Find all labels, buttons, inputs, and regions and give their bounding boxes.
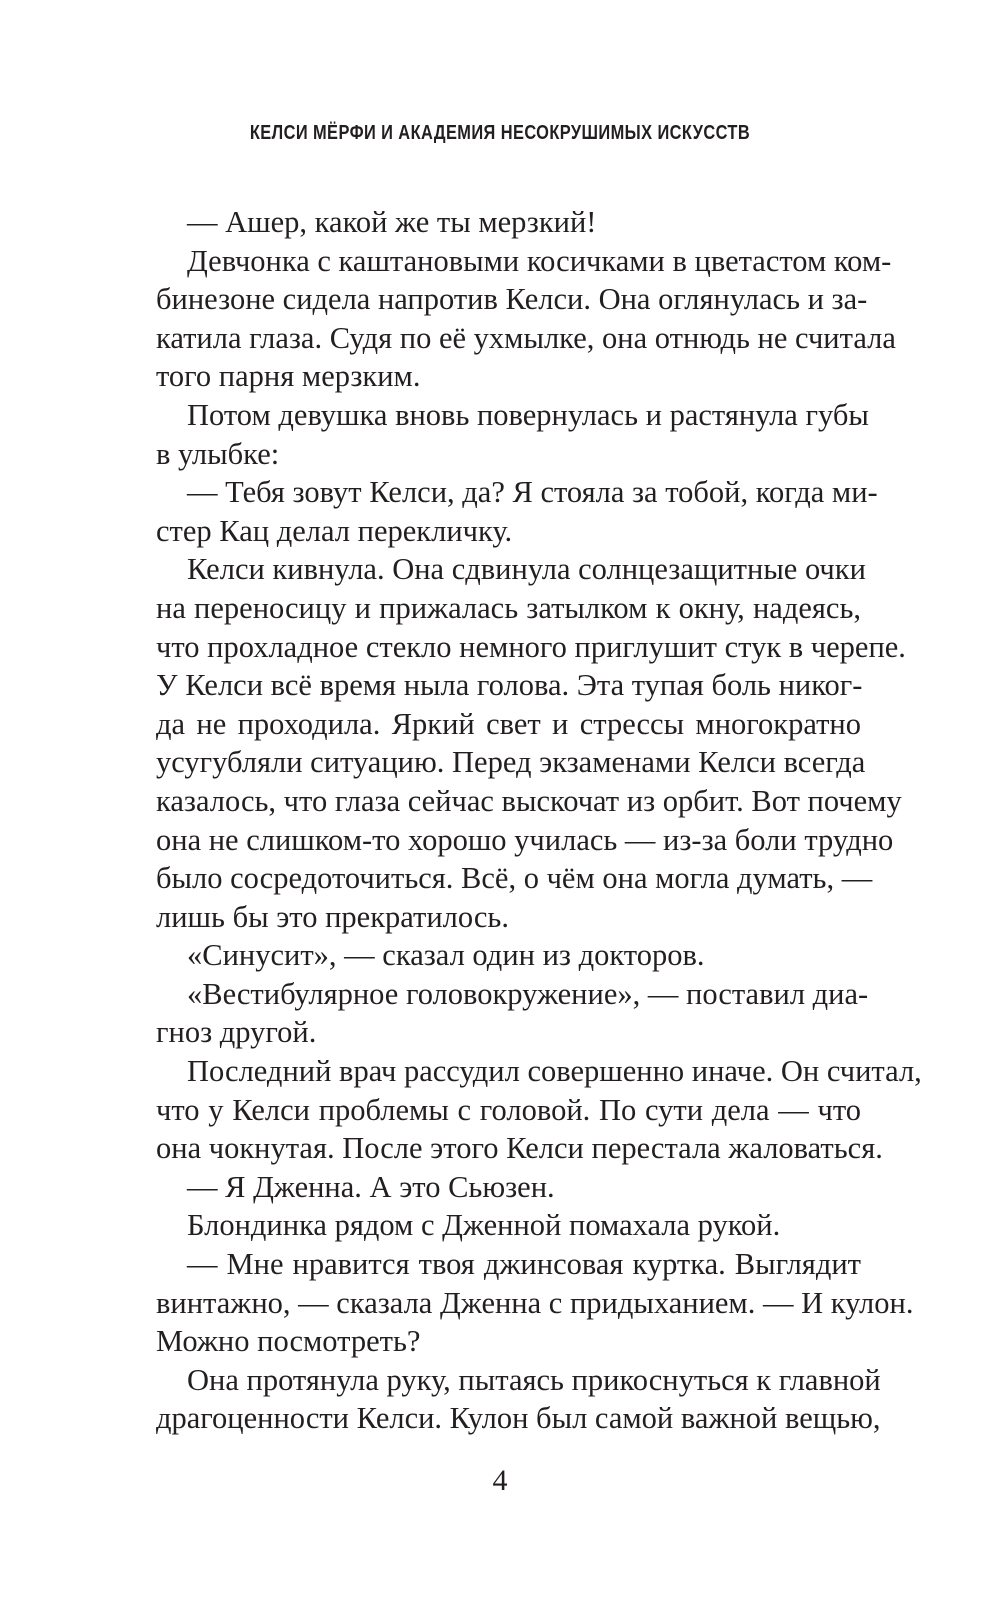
running-head: КЕЛСИ МЁРФИ И АКАДЕМИЯ НЕСОКРУШИМЫХ ИСКУССТВ: [249, 122, 751, 144]
text-line: казалось, что глаза сейчас выскочат из орбит. Вот почему: [156, 783, 902, 818]
text-line: — Ашер, какой же ты мерзкий!: [187, 205, 597, 239]
text-line: У Келси всё время ныла голова. Эта тупая боль никог-: [156, 668, 863, 703]
text-line: стер Кац делал перекличку.: [156, 513, 513, 548]
text-line: Потом девушка вновь повернулась и растянула губы: [187, 397, 869, 432]
text-line: она чокнутая. После этого Келси перестала жаловаться.: [156, 1131, 883, 1166]
body-text: [156, 203, 922, 1438]
text-line: драгоценности Келси. Кулон был самой важной вещью,: [156, 1401, 881, 1436]
text-line: — Тебя зовут Келси, да? Я стояла за тобой, когда ми-: [187, 475, 878, 510]
text-line: бинезоне сидела напротив Келси. Она оглянулась и за-: [156, 282, 868, 317]
text-line: Можно посмотреть?: [156, 1324, 421, 1359]
text-line: на переносицу и прижалась затылком к окну, надеясь,: [156, 590, 861, 625]
text-line: гноз другой.: [156, 1015, 317, 1050]
text-line: Келси кивнула. Она сдвинула солнцезащитные очки: [187, 552, 866, 587]
text-line: было сосредоточиться. Всё, о чём она могла думать, —: [156, 861, 873, 896]
text-line: лишь бы это прекратилось.: [156, 899, 509, 934]
text-line: «Синусит», — сказал один из докторов.: [187, 938, 705, 973]
text-line: она не слишком-то хорошо училась — из-за боли трудно: [156, 822, 894, 857]
text-line: усугубляли ситуацию. Перед экзаменами Келси всегда: [156, 745, 866, 780]
text-line: Она протянула руку, пытаясь прикоснуться к главной: [187, 1362, 881, 1397]
text-line: в улыбке:: [156, 436, 280, 471]
text-line: Девчонка с каштановыми косичками в цветастом ком-: [187, 243, 892, 278]
page-number: 4: [492, 1464, 508, 1497]
text-line: да не проходила. Яркий свет и стрессы многократно: [156, 706, 861, 741]
text-line: того парня мерзким.: [156, 359, 421, 394]
text-line: катила глаза. Судя по её ухмылке, она отнюдь не считала: [156, 320, 896, 355]
text-line: что прохладное стекло немного приглушит стук в черепе.: [156, 629, 906, 664]
text-line: «Вестибулярное головокружение», — поставил диа-: [187, 976, 869, 1011]
text-line: что у Келси проблемы с головой. По сути дела — что: [156, 1092, 861, 1127]
text-line: винтажно, — сказала Дженна с придыханием. — И кулон.: [156, 1285, 914, 1320]
text-line: Блондинка рядом с Дженной помахала рукой.: [187, 1208, 781, 1243]
text-line: — Мне нравится твоя джинсовая куртка. Выглядит: [187, 1247, 861, 1282]
text-line: Последний врач рассудил совершенно иначе. Он считал,: [187, 1054, 922, 1089]
text-line: — Я Дженна. А это Сьюзен.: [187, 1169, 555, 1204]
